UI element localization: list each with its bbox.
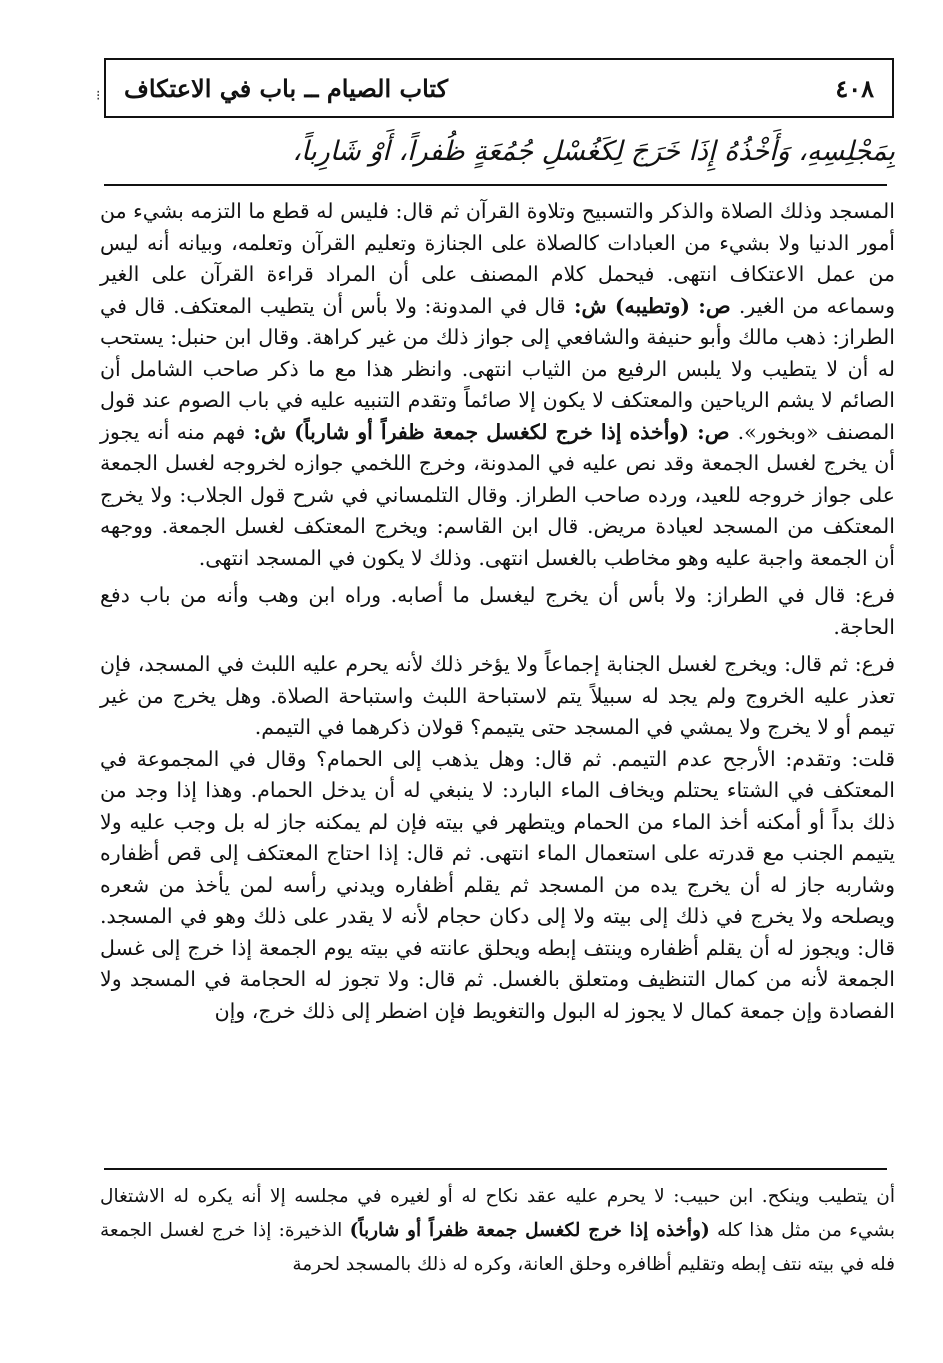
commentary-paragraph-far1: فرع: قال في الطراز: ولا بأس أن يخرج ليغسل ما أصابه. وراه ابن وهب وأنه من باب دفع الحاجة.: [100, 583, 895, 639]
footnote-text: الذخيرة: إذا خرج لغسل الجمعة فله في بيته نتف إبطه وتقليم أظافره وحلق العانة، وكره له ذلك بالمسجد لحرمة: [100, 1220, 895, 1275]
quoted-term: (وتطيبه): [614, 293, 690, 318]
page-number: ٤٠٨: [835, 73, 874, 103]
footnote-block: [100, 1180, 895, 1282]
commentary-text: المسجد وذلك الصلاة والذكر والتسبيح وتلاوة القرآن ثم قال: فليس له قطع ما التزمه بشيء من أمور الدنيا ولا بشيء من العبادات كالصلاة على الجنازة وتعليم القرآن وتعلمه، وبيانه أنه ليس من عمل الاعتكاف انتهى. فيحمل كلام المصنف على أن المراد قراءة القرآن على الغير وسماعه من الغير.: [100, 199, 895, 318]
sharh-marker: ش:: [245, 419, 295, 444]
footnote-text: أن يتطيب وينكح. ابن حبيب: لا يحرم عليه عقد نكاح له أو لغيره في مجلسه إلا أنه يكره له الاشتغال بشيء من مثل هذا كله: [100, 1186, 895, 1241]
commentary-paragraph: [100, 196, 895, 574]
commentary-text: فهم منه أنه يجوز أن يخرج لغسل الجمعة وقد نص عليه في المدونة، وخرج اللخمي جوازه لخروجه لغسل الجمعة على جواز خروجه للعيد، ورده صاحب الطراز. وقال التلمساني في شرح قول الجلاب: ولا يخرج المعتكف من المسجد لعيادة مريض. قال ابن القاسم: ويخرج المعتكف لغسل الجمعة. ووجهه أن الجمعة واجبة عليه وهو مخاطب بالغسل انتهى. وذلك لا يكون في المسجد انتهى.: [100, 419, 895, 570]
commentary-paragraph-far2: فرع: ثم قال: ويخرج لغسل الجنابة إجماعاً ولا يؤخر ذلك لأنه يحرم عليه اللبث في المسجد، فإن تعذر عليه الخروج ولم يجد له سبيلاً يتم لاستباحة اللبث واستباحة الصلاة. وهل يخرج من غير تيمم أو لا يخرج ولا يمشي في المسجد حتى يتيمم؟ قولان ذكرهما في التيمم.: [100, 652, 895, 739]
quoted-term: (وأخذه إذا خرج لكغسل جمعة ظفراً أو شارباً): [294, 419, 690, 444]
commentary-text: قال في المدونة: ولا بأس أن يتطيب المعتكف. قال في الطراز: ذهب مالك وأبو حنيفة والشافعي إلى جواز ذلك من غير كراهة. وقال ابن حنبل: يستحب له أن لا يتطيب ولا يلبس الرفيع من الثياب انتهى. وانظر هذا مع ما ذكر صاحب الشامل أن الصائم لا يشم الرياحين والمعتكف لا يكون إلا صائماً وتقدم التنبيه عليه في باب الصوم عند قول المصنف «وبخور».: [100, 293, 895, 444]
commentary-paragraph-qultu: قلت: وتقدم: الأرجح عدم التيمم. ثم قال: وهل يذهب إلى الحمام؟ وقال في المجموعة في المعتكف في الشتاء يحتلم ويخاف الماء البارد: لا ينبغي له أن يدخل الحمام. وهذا إذا وجد من ذلك بداً أو أمكنه أخذ الماء من الحمام ويتطهر في بيته فإن لم يمكنه جاز له بل وجب عليه ولا يتيمم الجنب مع قدرته على استعمال الماء انتهى. ثم قال: إذا احتاج المعتكف إلى قص أظفاره وشاربه جاز له أن يخرج يده من المسجد ثم يقلم أظفاره ويدني رأسه لمن يأخذ من شعره ويصلحه ولا يخرج في ذلك إلى بيته ولا إلى دكان حجام لأنه لا يقدر على ذلك وهو في المسجد. قال: ويجوز له أن يقلم أظفاره وينتف إبطه ويحلق عانته في بيته يوم الجمعة إذا خرج إلى غسل الجمعة لأنه من كمال التنظيف ومتعلق بالغسل. ثم قال: ولا تجوز له الحجامة في المسجد ولا الفصادة وإن جمعة كمال لا يجوز له البول والتغويط فإن اضطر إلى ذلك خرج، وإن: [100, 746, 895, 1023]
margin-mark: ⁝: [96, 88, 101, 104]
main-text-matn: بِمَجْلِسِهِ، وَأَخْذُهُ إِذَا خَرَجَ لِكَغُسْلِ جُمُعَةٍ ظُفراً، أَوْ شَارِباً،: [292, 136, 895, 167]
footnote-quoted-term: (وأخذه إذا خرج لكغسل جمعة ظفراً أو شارباً): [349, 1220, 710, 1241]
running-title: كتاب الصيام ــ باب في الاعتكاف: [124, 73, 449, 103]
page-header: [104, 58, 894, 118]
sharh-marker: ش:: [565, 293, 615, 318]
sad-marker: ص:: [690, 293, 739, 318]
divider-top: [104, 184, 887, 186]
divider-footnote: [104, 1168, 887, 1170]
sad-marker: ص:: [689, 419, 738, 444]
commentary-body: [100, 196, 895, 1027]
